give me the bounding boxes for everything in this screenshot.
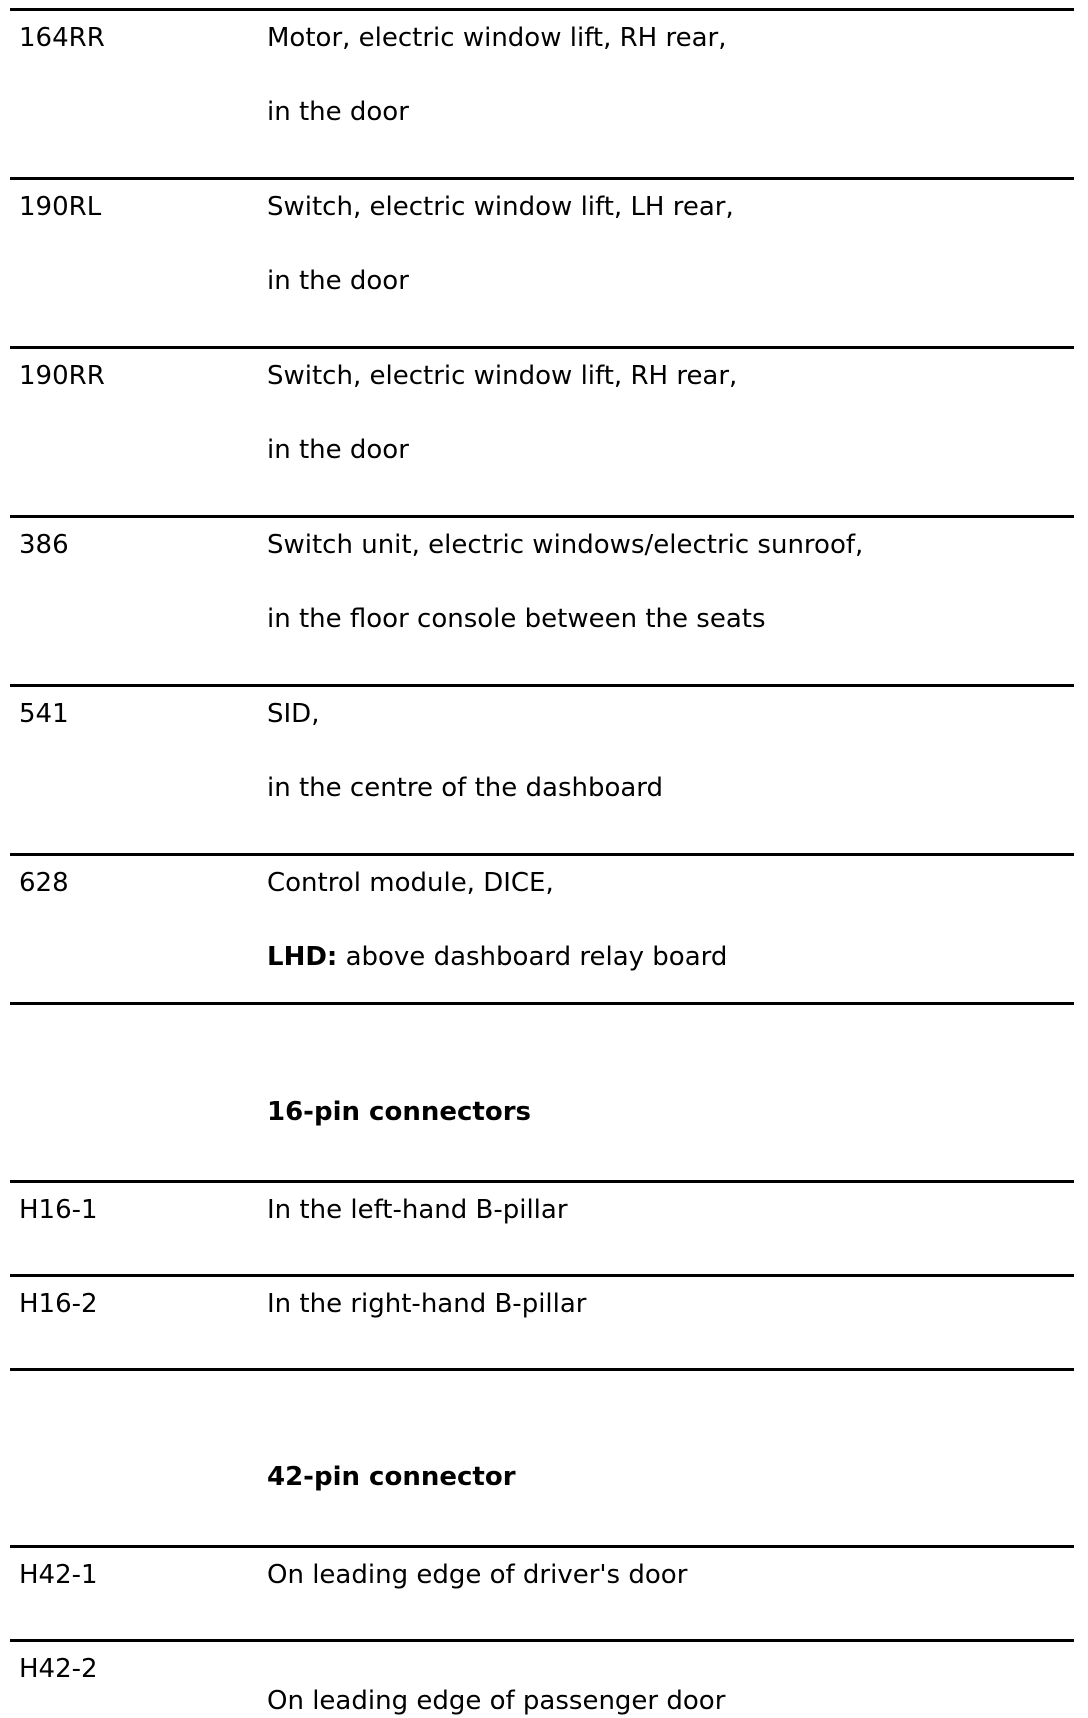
section-heading-42pin: 42-pin connector [267,1462,516,1492]
row-divider [10,1639,1074,1642]
component-location: in the door [267,266,409,296]
connector-code: H16-2 [19,1289,98,1319]
connector-location: On leading edge of driver's door [267,1560,688,1590]
component-code: 628 [19,868,69,898]
component-location [267,944,727,970]
lhd-label: LHD: [267,942,338,972]
row-divider [10,853,1074,856]
row-divider [10,684,1074,687]
row-divider [10,8,1074,11]
component-location: in the door [267,97,409,127]
component-code: 164RR [19,23,105,53]
component-description: Switch, electric window lift, RH rear, [267,361,738,391]
row-divider [10,1002,1074,1005]
connector-code: H42-1 [19,1560,98,1590]
row-divider [10,1545,1074,1548]
section-heading-16pin: 16-pin connectors [267,1097,531,1127]
row-divider [10,346,1074,349]
connector-location: In the left-hand B-pillar [267,1195,568,1225]
component-code: 190RL [19,192,102,222]
row-divider [10,1368,1074,1371]
component-location: in the centre of the dashboard [267,773,664,803]
component-code: 190RR [19,361,105,391]
component-description: Control module, DICE, [267,868,554,898]
component-location: in the door [267,435,409,465]
component-description: Switch, electric window lift, LH rear, [267,192,734,222]
component-description: Switch unit, electric windows/electric sunroof, [267,530,864,560]
component-description: SID, [267,699,320,729]
connector-location: In the right-hand B-pillar [267,1289,587,1319]
component-description: Motor, electric window lift, RH rear, [267,23,727,53]
row-divider [10,1180,1074,1183]
component-code: 541 [19,699,69,729]
connector-code: H16-1 [19,1195,98,1225]
connector-location: On leading edge of passenger door [267,1686,726,1716]
component-location: in the floor console between the seats [267,604,766,634]
component-code: 386 [19,530,69,560]
row-divider [10,1274,1074,1277]
connector-code: H42-2 [19,1654,98,1684]
lhd-location-text: above dashboard relay board [337,942,728,972]
row-divider [10,515,1074,518]
row-divider [10,177,1074,180]
